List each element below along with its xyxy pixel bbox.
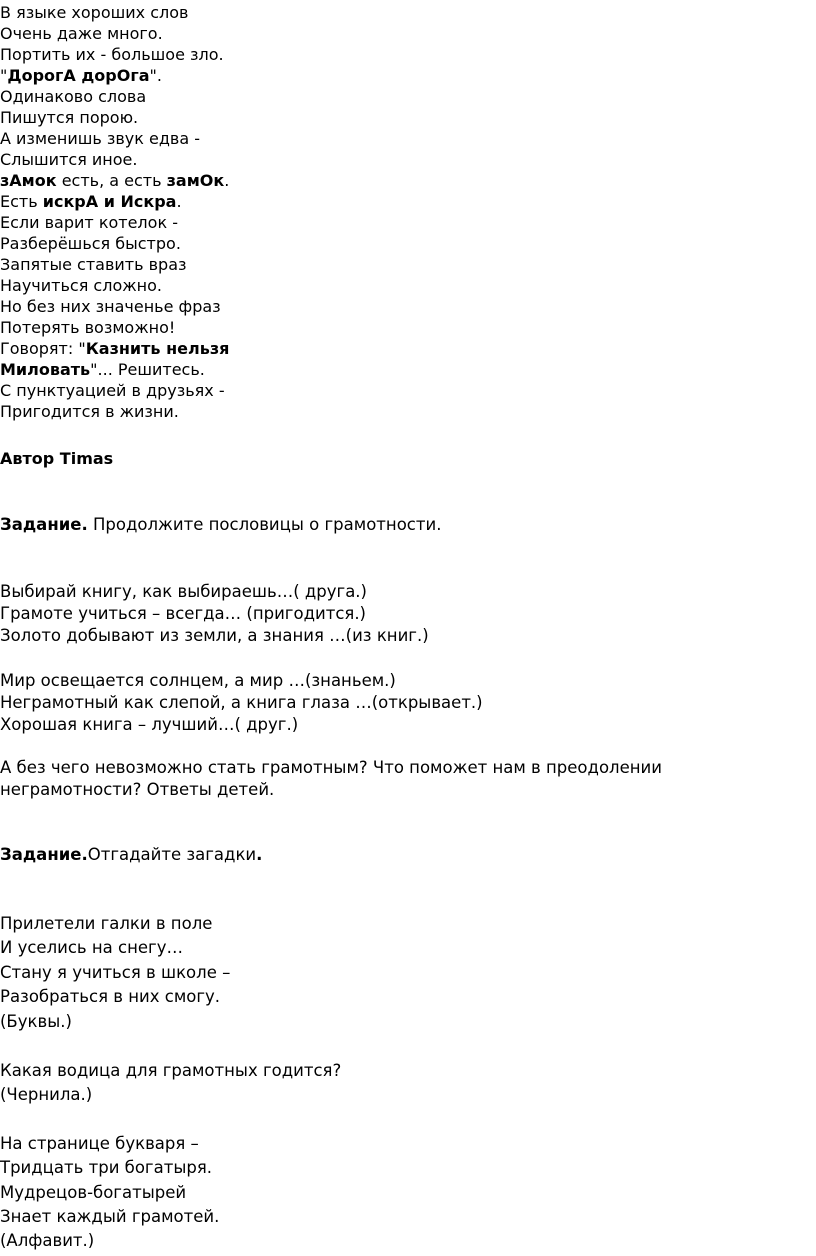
plain-text: есть, а есть (56, 171, 167, 190)
poem-line: Очень даже много. (0, 24, 163, 43)
plain-text: . (224, 171, 230, 190)
poem-line: Одинаково слова (0, 87, 147, 106)
poem-line: Если варит котелок - (0, 213, 178, 232)
riddle-line: И уселись на снегу… (0, 938, 183, 957)
poem-line: Портить их - большое зло. (0, 45, 224, 64)
task-label: Задание. (0, 515, 88, 534)
poem-line (0, 170, 229, 191)
plain-text: Есть (0, 192, 43, 211)
bold-word: Миловать (0, 360, 91, 379)
poem-line: Пишутся порою. (0, 108, 139, 127)
poem-author: Автор Timas (0, 449, 114, 468)
riddle-line: Знает каждый грамотей. (0, 1207, 220, 1226)
poem-line: Разберёшься быстро. (0, 234, 181, 253)
poem-line: В языке хороших слов (0, 3, 189, 22)
proverb-line: Грамоте учиться – всегда… (пригодится.) (0, 604, 366, 623)
poem-line: Потерять возможно! (0, 318, 176, 337)
task-heading (0, 844, 262, 866)
poem-line: А изменишь звук едва - (0, 129, 201, 148)
proverb-line: Выбирай книгу, как выбираешь…( друга.) (0, 582, 367, 601)
proverb-line: Неграмотный как слепой, а книга глаза …(открывает.) (0, 693, 483, 712)
poem-line: Пригодится в жизни. (0, 402, 179, 421)
poem-line: Слышится иное. (0, 150, 138, 169)
task-heading (0, 514, 441, 536)
poem-line: Научиться сложно. (0, 276, 162, 295)
proverb-line: Хорошая книга – лучший…( друг.) (0, 715, 299, 734)
poem-line (0, 359, 205, 380)
proverb-line: Мир освещается солнцем, а мир …(знаньем.) (0, 671, 396, 690)
riddle-line: Мудрецов-богатырей (0, 1183, 187, 1202)
bold-word: зАмок (0, 171, 57, 190)
quote-mark: " (0, 66, 8, 85)
riddle-line: Прилетели галки в поле (0, 914, 213, 933)
bold-word: замОк (166, 171, 225, 190)
task-text: Отгадайте загадки (87, 845, 257, 864)
plain-text: . (176, 192, 182, 211)
riddle-answer: (Буквы.) (0, 1012, 72, 1031)
question-line: А без чего невозможно стать грамотным? Что поможет нам в преодолении (0, 758, 662, 777)
plain-text: "... Решитесь. (90, 360, 205, 379)
proverb-line: Золото добывают из земли, а знания …(из книг.) (0, 626, 429, 645)
poem-line: Запятые ставить враз (0, 255, 187, 274)
bold-word: ДорогА дорОга (7, 66, 150, 85)
riddle-answer: (Алфавит.) (0, 1231, 95, 1250)
riddle-line: Стану я учиться в школе – (0, 963, 231, 982)
riddle-line: На странице букваря – (0, 1134, 199, 1153)
task-dot: . (256, 845, 263, 864)
quote-mark: ". (149, 66, 162, 85)
riddle-line: Какая водица для грамотных годится? (0, 1061, 342, 1080)
task-label: Задание. (0, 845, 88, 864)
riddle-line: Разобраться в них смогу. (0, 987, 221, 1006)
poem-line (0, 65, 162, 86)
poem-line (0, 191, 182, 212)
task-text: Продолжите пословицы о грамотности. (87, 515, 442, 534)
bold-word: Казнить нельзя (85, 339, 230, 358)
plain-text: Говорят: " (0, 339, 86, 358)
poem-line: Но без них значенье фраз (0, 297, 221, 316)
bold-word: искрА и Искра (42, 192, 177, 211)
riddle-answer: (Чернила.) (0, 1085, 93, 1104)
question-line: неграмотности? Ответы детей. (0, 780, 275, 799)
poem-line: С пунктуацией в друзьях - (0, 381, 225, 400)
poem-line (0, 338, 229, 359)
riddle-line: Тридцать три богатыря. (0, 1158, 212, 1177)
